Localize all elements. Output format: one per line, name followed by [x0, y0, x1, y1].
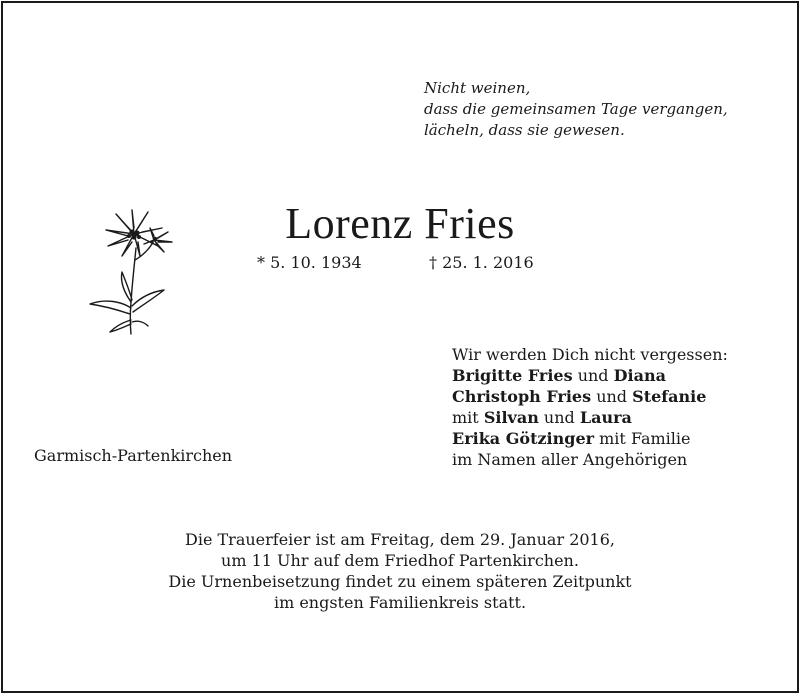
mourner-line	[452, 365, 728, 386]
poem-line: lächeln, dass sie gewesen.	[424, 121, 625, 139]
mourner-name: Christoph Fries	[452, 387, 592, 406]
poem-line: dass die gemeinsamen Tage vergangen,	[424, 100, 728, 118]
mourner-name: Silvan	[483, 408, 539, 427]
mourner-line	[452, 386, 728, 407]
mourner-name: Laura	[579, 408, 632, 427]
mourners-intro: Wir werden Dich nicht vergessen:	[452, 345, 728, 364]
service-line: um 11 Uhr auf dem Friedhof Partenkirchen.	[221, 551, 579, 570]
mourner-name: Brigitte Fries	[452, 366, 573, 385]
mourner-name: Erika Götzinger	[452, 429, 595, 448]
mourners-list	[452, 344, 728, 470]
birth-date: * 5. 10. 1934	[257, 253, 362, 272]
place-name: Garmisch-Partenkirchen	[34, 446, 233, 465]
connector-text: und	[591, 387, 633, 406]
deceased-name: Lorenz Fries	[285, 199, 515, 248]
connector-text: mit	[452, 408, 484, 427]
service-line: Die Urnenbeisetzung findet zu einem späteren Zeitpunkt	[168, 572, 632, 591]
death-date: † 25. 1. 2016	[429, 253, 534, 272]
mourners-closing: im Namen aller Angehörigen	[452, 450, 688, 469]
connector-text: und	[572, 366, 614, 385]
service-info	[0, 529, 800, 613]
poem	[424, 78, 728, 141]
connector-text: und	[538, 408, 580, 427]
poem-line: Nicht weinen,	[424, 79, 531, 97]
mourner-line	[452, 428, 728, 449]
mourner-line	[452, 407, 728, 428]
mourner-name: Stefanie	[632, 387, 707, 406]
service-line: im engsten Familienkreis statt.	[273, 593, 527, 612]
service-line: Die Trauerfeier ist am Freitag, dem 29. Januar 2016,	[185, 530, 615, 549]
mourner-name: Diana	[613, 366, 666, 385]
connector-text: mit Familie	[594, 429, 691, 448]
